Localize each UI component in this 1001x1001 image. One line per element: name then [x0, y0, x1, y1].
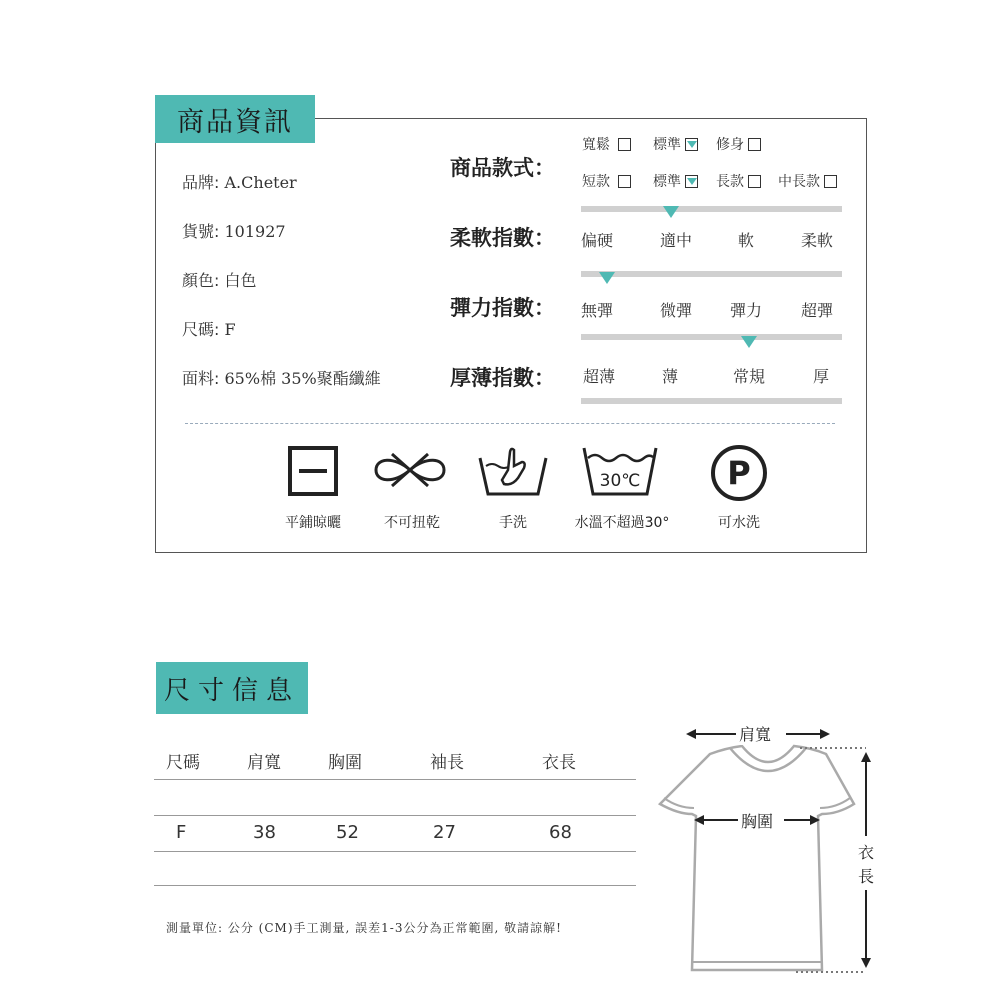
header-chest: 胸圍 [328, 753, 362, 773]
care-label-washable: 可水洗 [718, 515, 760, 531]
size-row: 尺碼: F [182, 320, 236, 339]
measurement-note: 測量單位: 公分 (CM)手工測量, 誤差1-3公分為正常範圍, 敬請諒解! [166, 921, 562, 935]
thickness-bar-top [581, 334, 842, 340]
cell-shoulder: 38 [253, 822, 276, 843]
cell-chest: 52 [336, 822, 359, 843]
care-label-no-wring: 不可扭乾 [384, 515, 440, 531]
wash-temp-text: 30℃ [599, 471, 641, 491]
diagram-label-chest: 胸圍 [738, 809, 776, 832]
svg-text:P: P [727, 454, 751, 492]
thickness-title: 厚薄指數： [450, 366, 555, 390]
care-label-hand-wash: 手洗 [499, 515, 527, 531]
softness-level: 軟 [738, 231, 755, 250]
item-number-row: 貨號: 101927 [182, 222, 286, 241]
table-divider [154, 851, 636, 852]
wash-30-degree-icon [582, 444, 658, 498]
checkbox-icon [748, 175, 761, 188]
table-divider [154, 779, 636, 780]
elasticity-bar-top [581, 271, 842, 277]
checkbox-checked-icon [685, 175, 698, 188]
style-title: 商品款式： [450, 156, 555, 180]
elasticity-marker-icon [599, 272, 615, 284]
size-info-tab: 尺寸信息 [156, 662, 308, 714]
checkbox-checked-icon [685, 138, 698, 151]
softness-level: 柔軟 [801, 231, 834, 250]
elasticity-level: 無彈 [581, 301, 614, 320]
elasticity-level: 彈力 [730, 301, 763, 320]
table-divider [154, 815, 636, 816]
elasticity-level: 超彈 [801, 301, 834, 320]
fit-option-slim: 修身 [716, 134, 761, 154]
checkbox-icon [824, 175, 837, 188]
table-divider [154, 885, 636, 886]
divider [185, 423, 835, 424]
elasticity-level: 微彈 [660, 301, 693, 320]
diagram-label-shoulder: 肩寬 [736, 722, 774, 745]
care-label-water-temp: 水溫不超過30° [574, 515, 670, 531]
cell-size: F [176, 822, 187, 843]
hand-wash-icon [478, 444, 548, 498]
length-option-standard: 標準 [653, 171, 698, 191]
thickness-level: 常規 [733, 367, 766, 386]
thickness-level: 超薄 [583, 367, 616, 386]
do-not-wring-icon [372, 450, 448, 490]
header-shoulder: 肩寬 [247, 753, 281, 773]
header-size: 尺碼 [166, 753, 200, 773]
length-option-short: 短款 [582, 171, 631, 191]
product-info-tab: 商品資訊 [155, 95, 315, 143]
brand-row: 品牌: A.Cheter [182, 173, 297, 192]
thickness-marker-icon [741, 336, 757, 348]
care-label-dry-flat: 平鋪晾曬 [285, 515, 341, 531]
length-option-midlong: 中長款 [778, 171, 837, 191]
length-option-long: 長款 [716, 171, 761, 191]
cell-length: 68 [549, 822, 572, 843]
fit-option-standard: 標準 [653, 134, 698, 154]
softness-level: 偏硬 [581, 231, 614, 250]
brand-value: A.Cheter [224, 173, 297, 192]
cell-sleeve: 27 [433, 822, 456, 843]
color-value: 白色 [224, 271, 257, 290]
thickness-level: 薄 [662, 367, 679, 386]
thickness-level: 厚 [813, 367, 830, 386]
softness-bar-top [581, 206, 842, 212]
header-sleeve: 袖長 [430, 753, 464, 773]
color-row: 顏色: 白色 [182, 271, 257, 290]
fabric-value: 65%棉 35%聚酯纖維 [224, 369, 381, 388]
softness-marker-icon [663, 206, 679, 218]
checkbox-icon [618, 138, 631, 151]
item-number-value: 101927 [224, 222, 286, 241]
checkbox-icon [748, 138, 761, 151]
thickness-bar-bottom [581, 398, 842, 404]
header-length: 衣長 [542, 753, 576, 773]
diagram-label-length-top: 衣 [855, 840, 877, 863]
tshirt-outline-icon [650, 718, 890, 988]
dry-flat-icon [288, 446, 338, 496]
fabric-row: 面料: 65%棉 35%聚酯纖維 [182, 369, 381, 388]
size-value: F [224, 320, 236, 339]
diagram-label-length-bottom: 長 [855, 864, 877, 887]
softness-level: 適中 [660, 231, 693, 250]
tshirt-diagram [650, 718, 890, 988]
checkbox-icon [618, 175, 631, 188]
elasticity-title: 彈力指數： [450, 296, 555, 320]
fit-option-loose: 寬鬆 [582, 134, 631, 154]
dry-clean-p-icon [710, 444, 768, 502]
softness-title: 柔軟指數： [450, 226, 555, 250]
